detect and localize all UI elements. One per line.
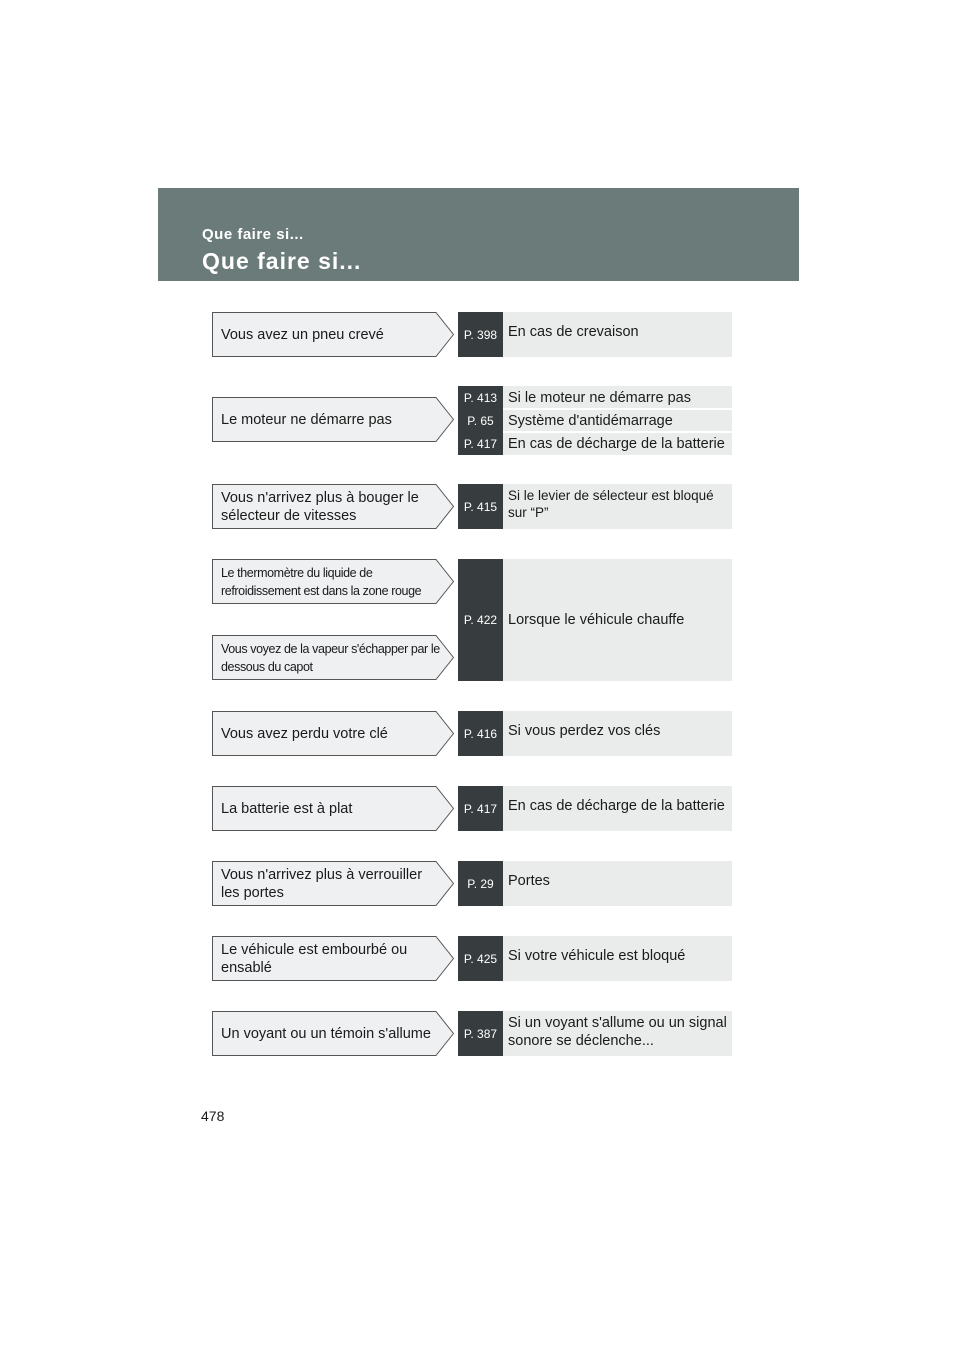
reference-row[interactable] xyxy=(458,711,732,756)
problem-box xyxy=(212,936,454,981)
reference-row[interactable] xyxy=(458,559,732,681)
page-ref-badge[interactable]: P. 398 xyxy=(458,312,503,357)
problem-text: Vous n'arrivez plus à bouger le sélecteur de vitesses xyxy=(221,489,419,524)
page-ref-badge[interactable]: P. 416 xyxy=(458,711,503,756)
page-ref-badge[interactable]: P. 29 xyxy=(458,861,503,906)
reference-title: Lorsque le véhicule chauffe xyxy=(503,559,732,681)
page-ref-badge[interactable]: P. 65 xyxy=(458,409,503,432)
page-number: 478 xyxy=(201,1108,225,1124)
problem-text: Vous avez un pneu crevé xyxy=(221,326,384,343)
reference-title: Si vous perdez vos clés xyxy=(503,711,732,756)
row-divider xyxy=(503,408,732,410)
reference-title: Système d'antidémarrage xyxy=(503,409,732,432)
reference-row[interactable] xyxy=(458,1011,732,1056)
problem-box xyxy=(212,312,454,357)
problem-text: Le moteur ne démarre pas xyxy=(221,411,392,428)
problem-box xyxy=(212,559,454,604)
problem-text: Vous voyez de la vapeur s'échapper par le dessous du capot xyxy=(221,641,440,674)
reference-title: En cas de décharge de la batterie xyxy=(503,432,732,455)
chapter-header xyxy=(158,188,799,281)
problem-box xyxy=(212,861,454,906)
problem-box xyxy=(212,711,454,756)
page-ref-badge[interactable]: P. 413 xyxy=(458,386,503,409)
reference-title: Si un voyant s'allume ou un signal sonore se déclenche... xyxy=(503,1011,732,1056)
problem-box xyxy=(212,635,454,680)
reference-row[interactable] xyxy=(458,484,732,529)
reference-row[interactable] xyxy=(458,409,732,432)
page-ref-badge[interactable]: P. 422 xyxy=(458,559,503,681)
section-label: Que faire si... xyxy=(202,226,304,243)
page-title: Que faire si... xyxy=(202,248,362,274)
reference-title: Si votre véhicule est bloqué xyxy=(503,936,732,981)
problem-box xyxy=(212,786,454,831)
reference-row[interactable] xyxy=(458,312,732,357)
page-ref-badge[interactable]: P. 387 xyxy=(458,1011,503,1056)
problem-text: Vous avez perdu votre clé xyxy=(221,725,388,742)
page-ref-badge[interactable]: P. 425 xyxy=(458,936,503,981)
reference-row[interactable] xyxy=(458,786,732,831)
problem-box xyxy=(212,484,454,529)
problem-text: Le thermomètre du liquide de refroidissement est dans la zone rouge xyxy=(221,565,422,598)
reference-row[interactable] xyxy=(458,861,732,906)
problem-text: Le véhicule est embourbé ou ensablé xyxy=(221,941,408,976)
page-ref-badge[interactable]: P. 417 xyxy=(458,786,503,831)
page-ref-badge[interactable]: P. 417 xyxy=(458,432,503,455)
reference-row[interactable] xyxy=(458,936,732,981)
page-ref-badge[interactable]: P. 415 xyxy=(458,484,503,529)
problem-text: Vous n'arrivez plus à verrouiller les portes xyxy=(221,866,423,901)
reference-row[interactable] xyxy=(458,386,732,409)
reference-row[interactable] xyxy=(458,432,732,455)
reference-title: Si le levier de sélecteur est bloqué sur “P” xyxy=(503,484,732,529)
reference-title: En cas de crevaison xyxy=(503,312,732,357)
reference-title: Portes xyxy=(503,861,732,906)
problem-text: Un voyant ou un témoin s'allume xyxy=(221,1025,431,1042)
reference-title: Si le moteur ne démarre pas xyxy=(503,386,732,409)
problem-box xyxy=(212,397,454,442)
problem-box xyxy=(212,1011,454,1056)
reference-title: En cas de décharge de la batterie xyxy=(503,786,732,831)
problem-text: La batterie est à plat xyxy=(221,800,353,817)
row-divider xyxy=(503,431,732,433)
